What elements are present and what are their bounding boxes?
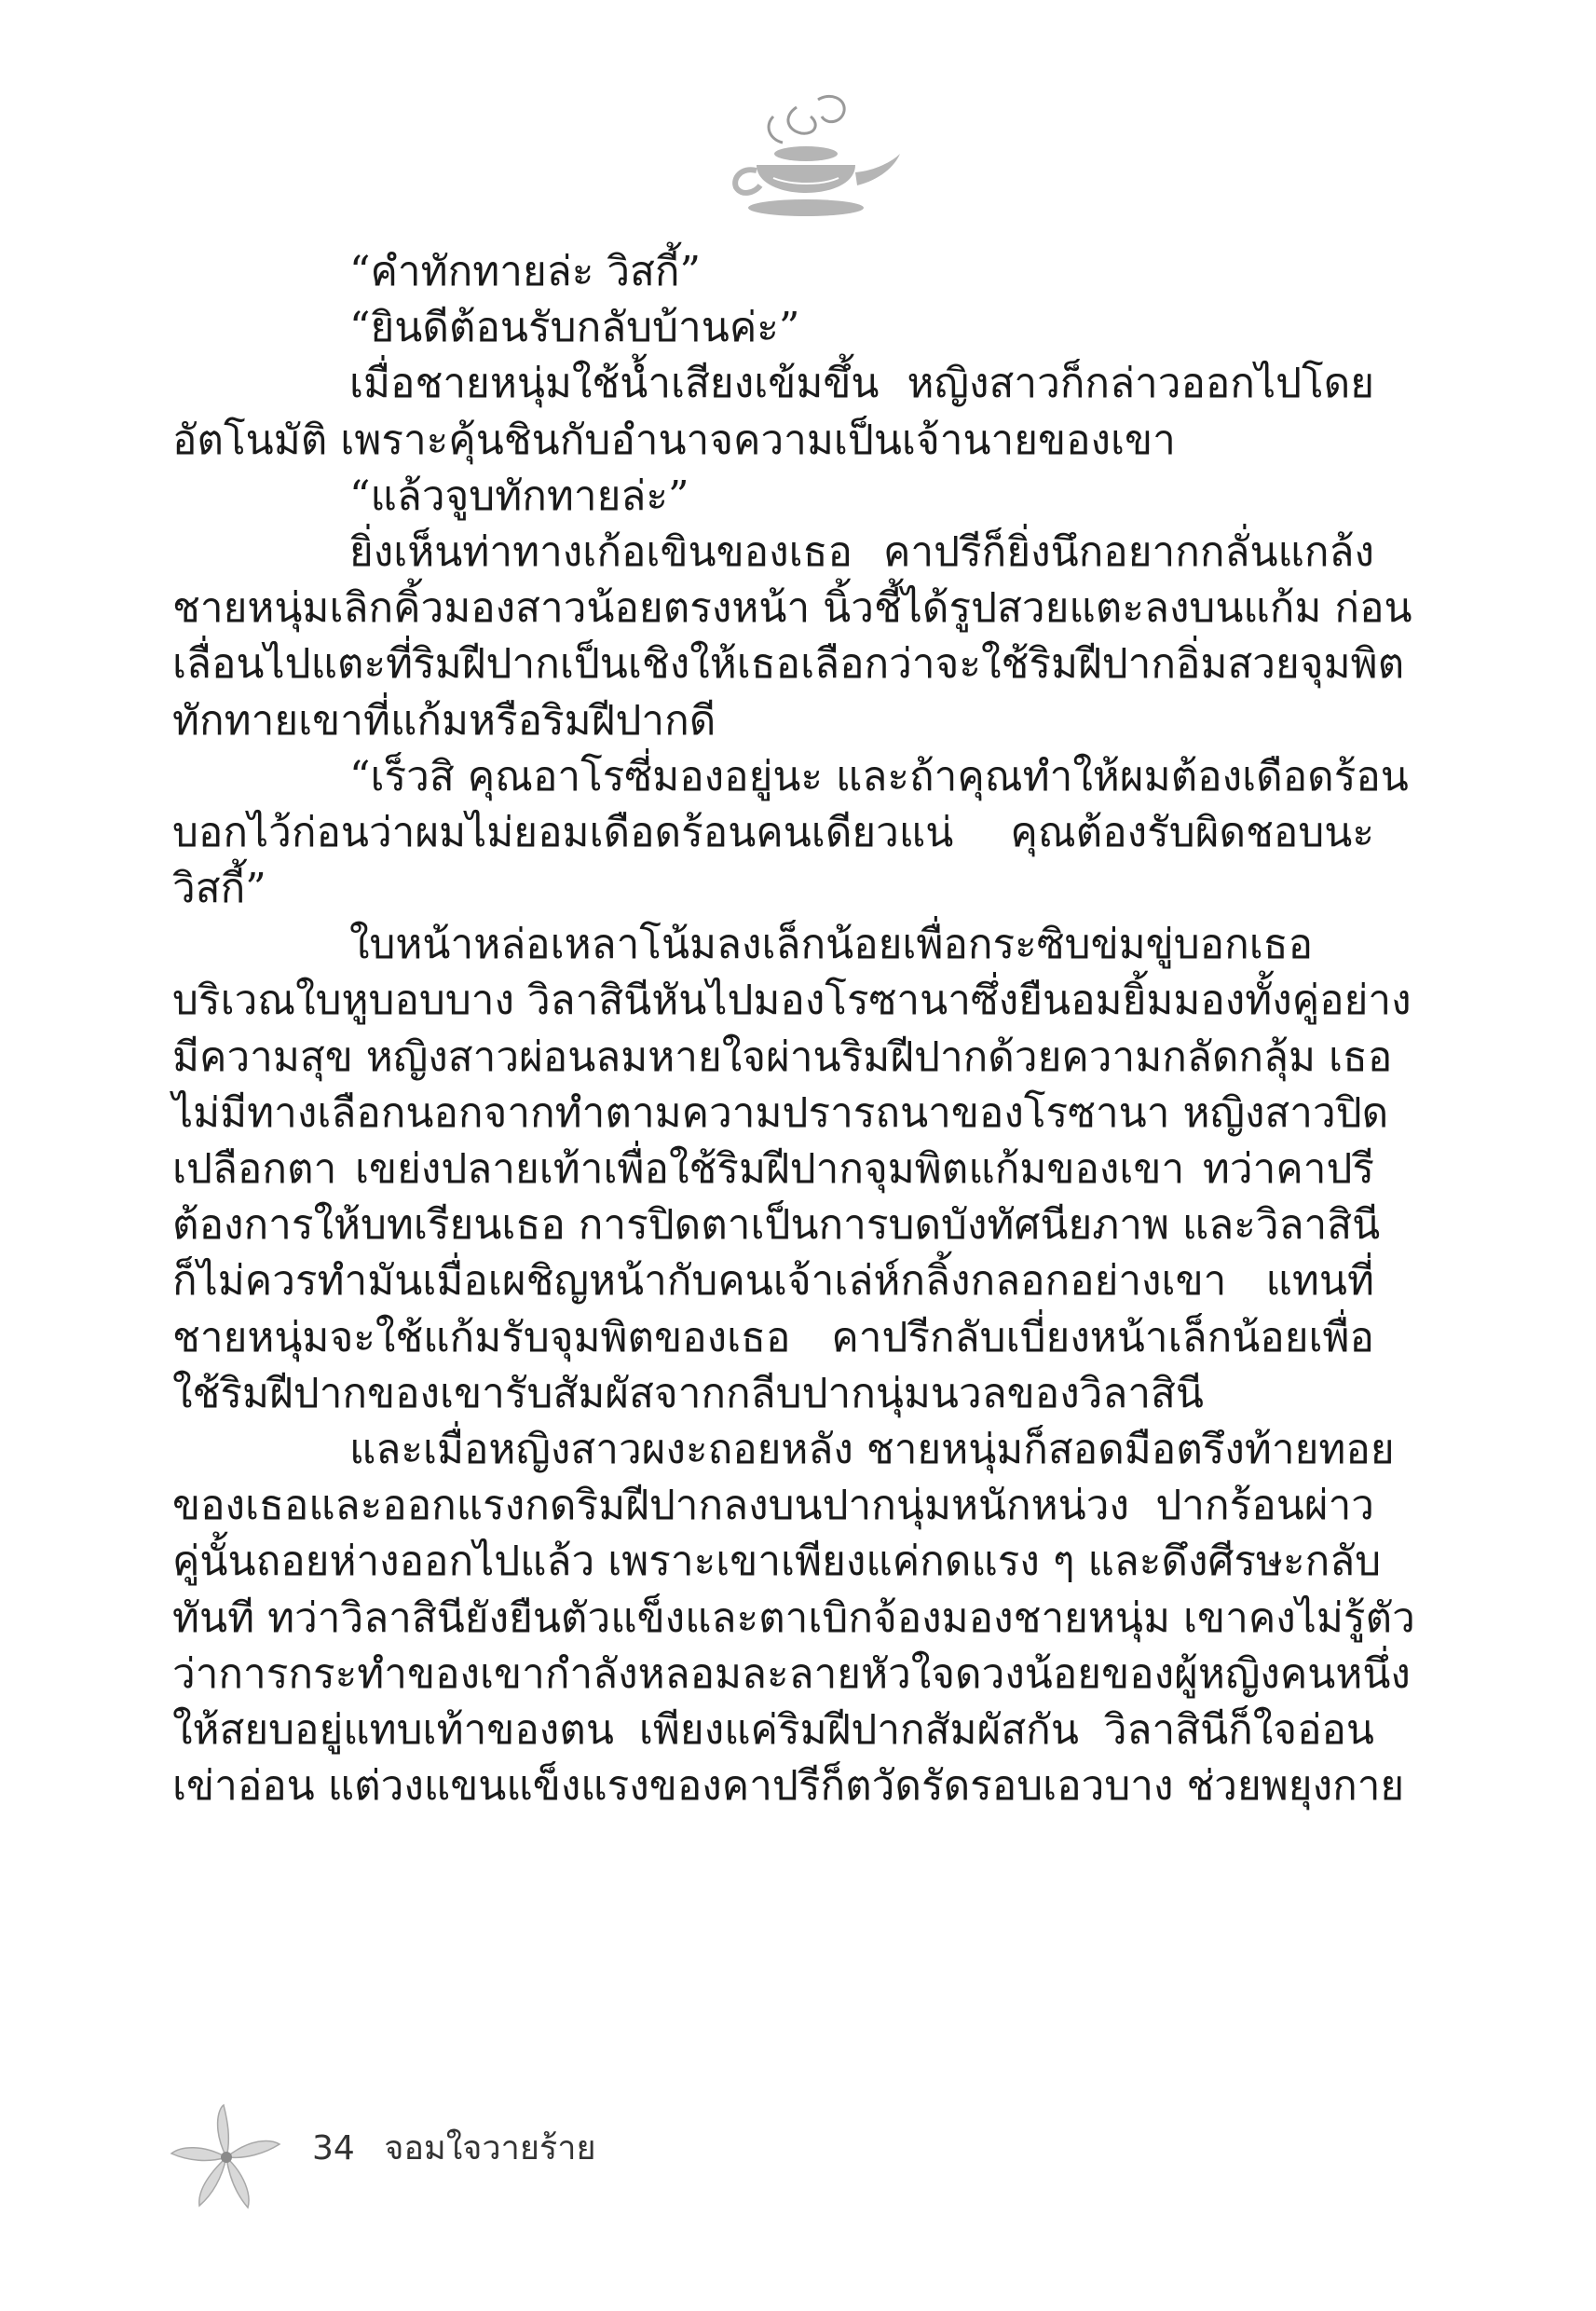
text-line: เข่าอ่อน แต่วงแขนแข็งแรงของคาปรีก็ตวัดรัดรอบเอวบาง ช่วยพยุงกาย bbox=[172, 1762, 1405, 1811]
text-line: เปลือกตา เขย่งปลายเท้าเพื่อใช้ริมฝีปากจุมพิตแก้มของเขา ทว่าคาปรี bbox=[172, 1145, 1374, 1193]
text-line: ชายหนุ่มจะใช้แก้มรับจุมพิตของเธอ คาปรีกลับเบี่ยงหน้าเล็กน้อยเพื่อ bbox=[172, 1313, 1374, 1361]
text-line: บอกไว้ก่อนว่าผมไม่ยอมเดือดร้อนคนเดียวแน่ คุณต้องรับผิดชอบนะ bbox=[172, 808, 1374, 856]
teapot-ornament-icon bbox=[708, 89, 904, 242]
text-line: ให้สยบอยู่แทบเท้าของตน เพียงแค่ริมฝีปากสัมผัสกัน วิลาสินีก็ใจอ่อน bbox=[172, 1705, 1374, 1754]
text-line: “คำทักทายล่ะ วิสกี้” bbox=[349, 248, 702, 295]
text-line: ยิ่งเห็นท่าทางเก้อเขินของเธอ คาปรีก็ยิ่งนึกอยากกลั่นแกล้ง bbox=[349, 527, 1374, 576]
body-text bbox=[172, 244, 1415, 1814]
text-line: เมื่อชายหนุ่มใช้น้ำเสียงเข้มขึ้น หญิงสาวก็กล่าวออกไปโดย bbox=[349, 360, 1374, 408]
text-line: วิสกี้” bbox=[172, 865, 266, 913]
text-line: ทันที ทว่าวิลาสินียังยืนตัวแข็งและตาเบิกจ้องมองชายหนุ่ม เขาคงไม่รู้ตัว bbox=[172, 1593, 1415, 1642]
text-line: ใบหน้าหล่อเหลาโน้มลงเล็กน้อยเพื่อกระซิบข่มขู่บอกเธอ bbox=[349, 921, 1314, 969]
text-line: มีความสุข หญิงสาวผ่อนลมหายใจผ่านริมฝีปากด้วยความกลัดกลุ้ม เธอ bbox=[172, 1032, 1393, 1081]
text-line: “เร็วสิ คุณอาโรซี่มองอยู่นะ และถ้าคุณทำให้ผมต้องเดือดร้อน bbox=[349, 752, 1409, 800]
text-line: ทักทายเขาที่แก้มหรือริมฝีปากดี bbox=[172, 696, 716, 745]
text-line: เลื่อนไปแตะที่ริมฝีปากเป็นเชิงให้เธอเลือกว่าจะใช้ริมฝีปากอิ่มสวยจุมพิต bbox=[172, 640, 1405, 689]
text-line: ชายหนุ่มเลิกคิ้วมองสาวน้อยตรงหน้า นิ้วชี้ได้รูปสวยแตะลงบนแก้ม ก่อน bbox=[172, 584, 1412, 633]
text-line: “แล้วจูบทักทายล่ะ” bbox=[349, 472, 689, 520]
text-line: ก็ไม่ควรทำมันเมื่อเผชิญหน้ากับคนเจ้าเล่ห์กลิ้งกลอกอย่างเขา แทนที่ bbox=[172, 1257, 1374, 1306]
lily-flower-icon bbox=[166, 2101, 287, 2213]
text-line: ใช้ริมฝีปากของเขารับสัมผัสจากกลีบปากนุ่มนวลของวิลาสินี bbox=[172, 1369, 1204, 1417]
page-number: 34 bbox=[312, 2129, 355, 2167]
text-line: ต้องการให้บทเรียนเธอ การปิดตาเป็นการบดบังทัศนียภาพ และวิลาสินี bbox=[172, 1201, 1381, 1250]
book-title: จอมใจวายร้าย bbox=[384, 2129, 596, 2167]
text-line: อัตโนมัติ เพราะคุ้นชินกับอำนาจความเป็นเจ้านายของเขา bbox=[172, 416, 1176, 464]
page-footer bbox=[312, 2121, 596, 2174]
text-line: และเมื่อหญิงสาวผงะถอยหลัง ชายหนุ่มก็สอดมือตรึงท้ายทอย bbox=[349, 1425, 1395, 1473]
text-line: บริเวณใบหูบอบบาง วิลาสินีหันไปมองโรซานาซึ่งยืนอมยิ้มมองทั้งคู่อย่าง bbox=[172, 977, 1412, 1025]
text-line: คู่นั้นถอยห่างออกไปแล้ว เพราะเขาเพียงแค่กดแรง ๆ และดึงศีรษะกลับ bbox=[172, 1538, 1382, 1586]
text-line: ว่าการกระทำของเขากำลังหลอมละลายหัวใจดวงน้อยของผู้หญิงคนหนึ่ง bbox=[172, 1649, 1411, 1698]
text-line: “ยินดีต้อนรับกลับบ้านค่ะ” bbox=[349, 304, 800, 352]
text-line: ของเธอและออกแรงกดริมฝีปากลงบนปากนุ่มหนักหน่วง ปากร้อนผ่าว bbox=[172, 1482, 1374, 1530]
text-line: ไม่มีทางเลือกนอกจากทำตามความปรารถนาของโรซานา หญิงสาวปิด bbox=[172, 1088, 1389, 1137]
